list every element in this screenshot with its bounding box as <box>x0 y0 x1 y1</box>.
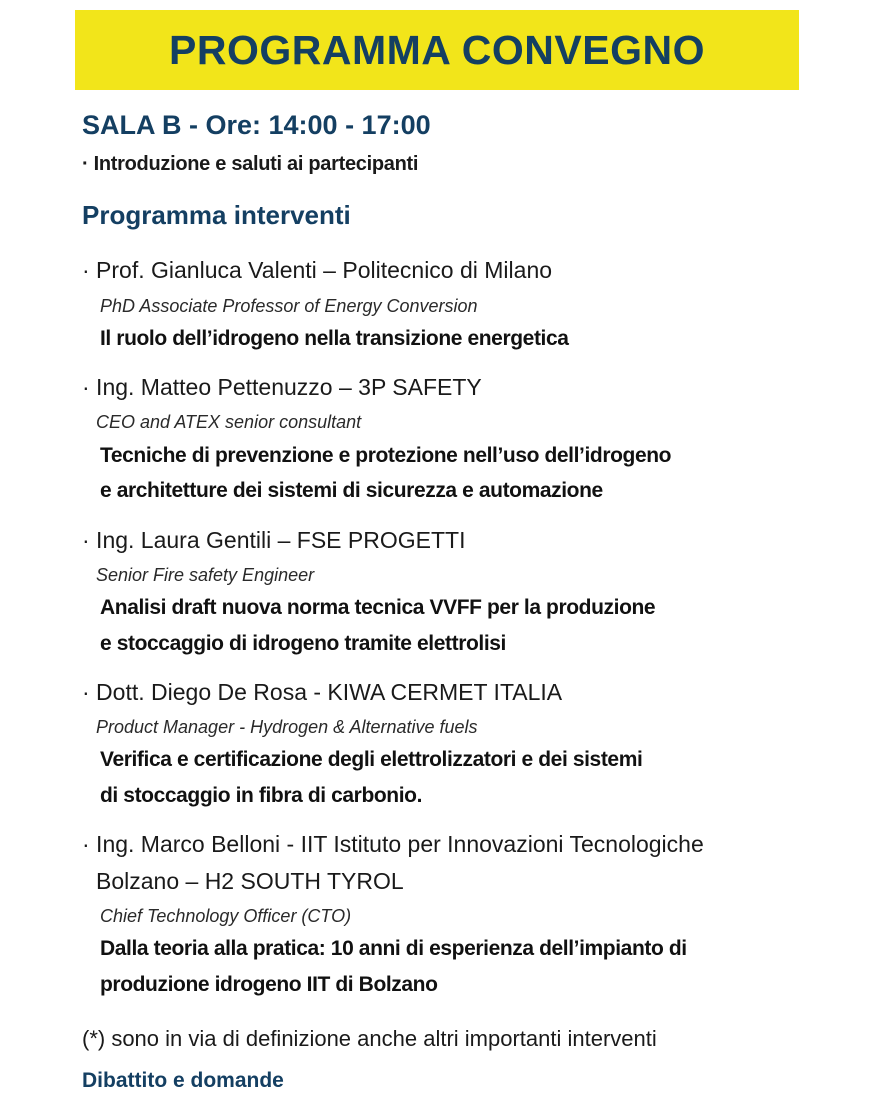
speaker-5-talk-line-1: Dalla teoria alla pratica: 10 anni di esperienza dell’impianto di <box>100 937 687 960</box>
session-heading: SALA B - Ore: 14:00 - 17:00 <box>82 110 431 140</box>
speaker-2-talk-line-1: Tecniche di prevenzione e protezione nell’uso dell’idrogeno <box>100 444 672 467</box>
closing-heading: Dibattito e domande <box>82 1069 284 1092</box>
speaker-3-talk-line-1: Analisi draft nuova norma tecnica VVFF per la produzione <box>100 596 656 619</box>
speaker-3-talk-line-2: e stoccaggio di idrogeno tramite elettrolisi <box>100 632 506 655</box>
speaker-4-talk-line-2: di stoccaggio in fibra di carbonio. <box>100 784 423 807</box>
speaker-5-name-line-2: Bolzano – H2 SOUTH TYROL <box>96 868 404 894</box>
program-heading: Programma interventi <box>82 200 351 230</box>
speaker-2-talk-line-2: e architetture dei sistemi di sicurezza e automazione <box>100 479 603 502</box>
speaker-1-name: · Prof. Gianluca Valenti – Politecnico di Milano <box>82 257 553 283</box>
speaker-1-talk-line-1: Il ruolo dell’idrogeno nella transizione energetica <box>100 327 569 350</box>
session-intro: · Introduzione e saluti ai partecipanti <box>82 153 419 175</box>
speaker-3-name: · Ing. Laura Gentili – FSE PROGETTI <box>82 527 466 553</box>
speaker-4-name: · Dott. Diego De Rosa - KIWA CERMET ITALIA <box>82 679 563 705</box>
speaker-5-role: Chief Technology Officer (CTO) <box>100 906 352 926</box>
title-banner <box>75 10 799 90</box>
speaker-3-role: Senior Fire safety Engineer <box>96 565 315 585</box>
speaker-4-role: Product Manager - Hydrogen & Alternative fuels <box>96 717 478 737</box>
speaker-2-name: · Ing. Matteo Pettenuzzo – 3P SAFETY <box>82 374 482 400</box>
speaker-2-role: CEO and ATEX senior consultant <box>96 412 362 432</box>
speaker-4-talk-line-1: Verifica e certificazione degli elettrolizzatori e dei sistemi <box>100 748 643 771</box>
speaker-5-talk-line-2: produzione idrogeno IIT di Bolzano <box>100 973 438 996</box>
speaker-1-role: PhD Associate Professor of Energy Conversion <box>100 296 478 316</box>
speaker-5-name: · Ing. Marco Belloni - IIT Istituto per Innovazioni Tecnologiche <box>82 831 704 857</box>
footnote: (*) sono in via di definizione anche altri importanti interventi <box>82 1026 657 1051</box>
page-title: PROGRAMMA CONVEGNO <box>169 26 705 73</box>
